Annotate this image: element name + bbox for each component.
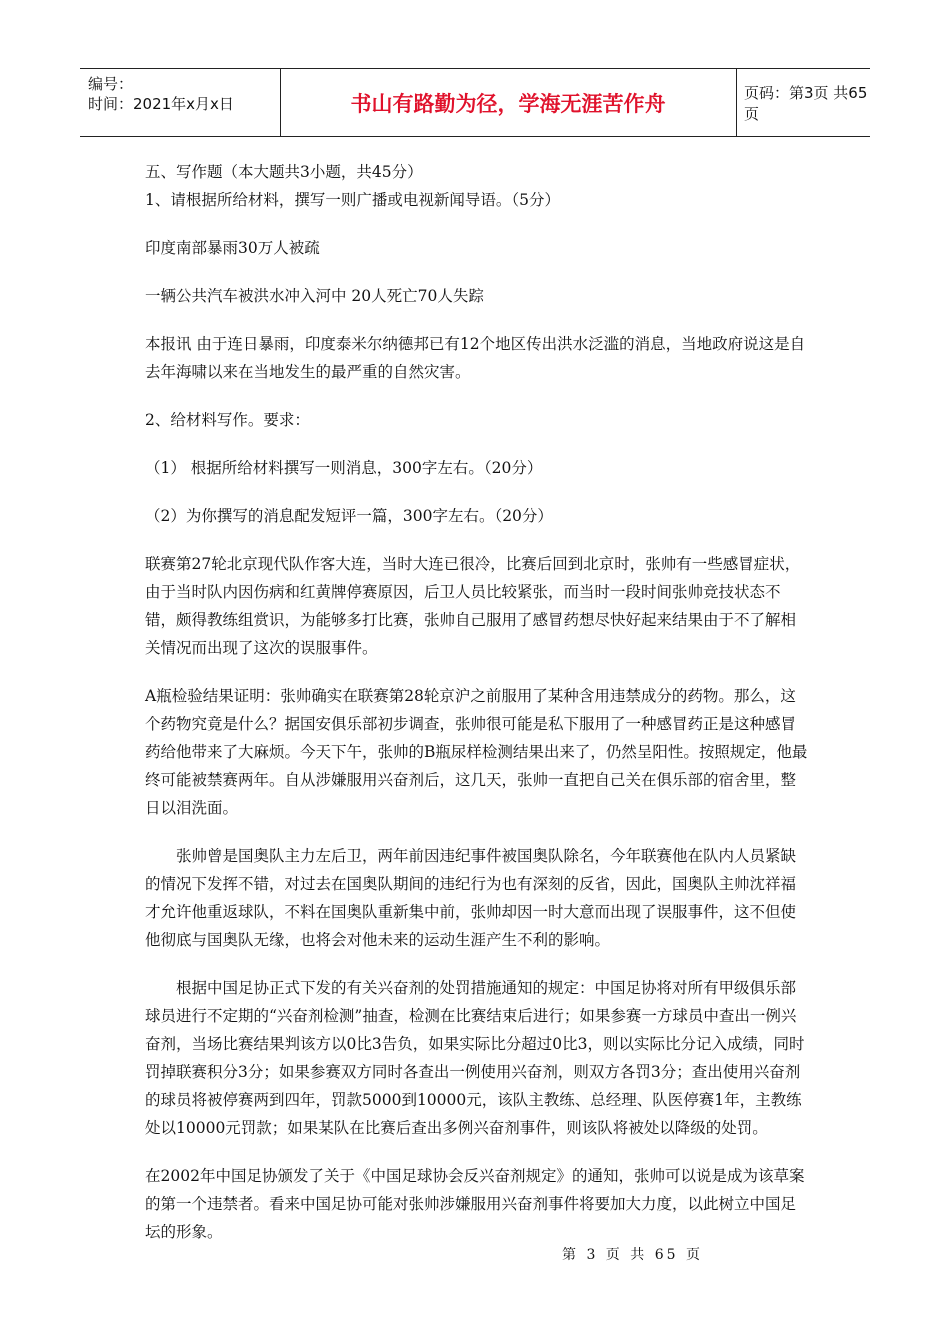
material-paragraph-1: 联赛第27轮北京现代队作客大连，当时大连已很冷，比赛后回到北京时，张帅有一些感冒症状，由于当时队内因伤病和红黄牌停赛原因，后卫人员比较紧张，而当时一段时间张帅竞技状态不错，颇得教练组赏识，为能够多打比赛，张帅自己服用了感冒药想尽快好起来结果由于不了解相关情况而出现了这次的误服事件。 — [145, 555, 801, 657]
news-body: 本报讯 由于连日暴雨，印度泰米尔纳德邦已有12个地区传出洪水泛滥的消息，当地政府说这是自去年海啸以来在当地发生的最严重的自然灾害。 — [145, 335, 806, 381]
question-1: 1、请根据所给材料，撰写一则广播或电视新闻导语。（5分） — [145, 191, 560, 209]
material-paragraph-5: 在2002年中国足协颁发了关于《中国足球协会反兴奋剂规定》的通知，张帅可以说是成为该草案的第一个违禁者。看来中国足协可能对张帅涉嫌服用兴奋剂事件将要加大力度，以此树立中国足坛的形象。 — [145, 1167, 805, 1241]
header-page-info: 页码：第3页 共65页 — [744, 83, 868, 123]
material-paragraph-2: A瓶检验结果证明：张帅确实在联赛第28轮京沪之前服用了某种含用违禁成分的药物。那么，这个药物究竟是什么？据国安俱乐部初步调查，张帅很可能是私下服用了一种感冒药正是这种感冒药给他带来了大麻烦。今天下午，张帅的B瓶尿样检测结果出来了，仍然呈阳性。按照规定，他最终可能被禁赛两年。自从涉嫌服用兴奋剂后，这几天，张帅一直把自己关在俱乐部的宿舍里，整日以泪洗面。 — [145, 687, 808, 817]
news-headline-1: 印度南部暴雨30万人被疏 — [145, 239, 320, 257]
number-label: 编号： — [88, 75, 134, 93]
section-title: 五、写作题（本大题共3小题，共45分） — [145, 163, 423, 181]
header-meta-cell — [80, 69, 281, 136]
requirement-2: （2）为你撰写的消息配发短评一篇，300字左右。（20分） — [145, 507, 553, 525]
document-body — [145, 158, 810, 1246]
page-header — [80, 68, 870, 137]
material-paragraph-4: 根据中国足协正式下发的有关兴奋剂的处罚措施通知的规定：中国足协将对所有甲级俱乐部球员进行不定期的“兴奋剂检测”抽查，检测在比赛结束后进行；如果参赛一方球员中查出一例兴奋剂，当场比赛结果判该方以0比3告负，如果实际比分超过0比3，则以实际比分记入成绩，同时罚掉联赛积分3分；如果参赛双方同时各查出一例使用兴奋剂，则双方各罚3分；查出使用兴奋剂的球员将被停赛两到四年，罚款5000到10000元，该队主教练、总经理、队医停赛1年，主教练处以10000元罚款；如果某队在比赛后查出多例兴奋剂事件，则该队将被处以降级的处罚。 — [145, 979, 805, 1137]
page-footer: 第 3 页 共 65 页 — [562, 1247, 703, 1263]
news-headline-2: 一辆公共汽车被洪水冲入河中 20人死亡70人失踪 — [145, 287, 484, 305]
date-label: 时间：2021年x月x日 — [88, 95, 234, 113]
header-motto: 书山有路勤为径，学海无涯苦作舟 — [280, 69, 737, 136]
question-2: 2、给材料写作。要求： — [145, 411, 310, 429]
material-paragraph-3: 张帅曾是国奥队主力左后卫，两年前因违纪事件被国奥队除名，今年联赛他在队内人员紧缺的情况下发挥不错，对过去在国奥队期间的违纪行为也有深刻的反省，因此，国奥队主帅沈祥福才允许他重返球队，不料在国奥队重新集中前，张帅却因一时大意而出现了误服事件，这不但使他彻底与国奥队无缘，也将会对他未来的运动生涯产生不利的影响。 — [145, 847, 797, 949]
requirement-1: （1） 根据所给材料撰写一则消息，300字左右。（20分） — [145, 459, 543, 477]
